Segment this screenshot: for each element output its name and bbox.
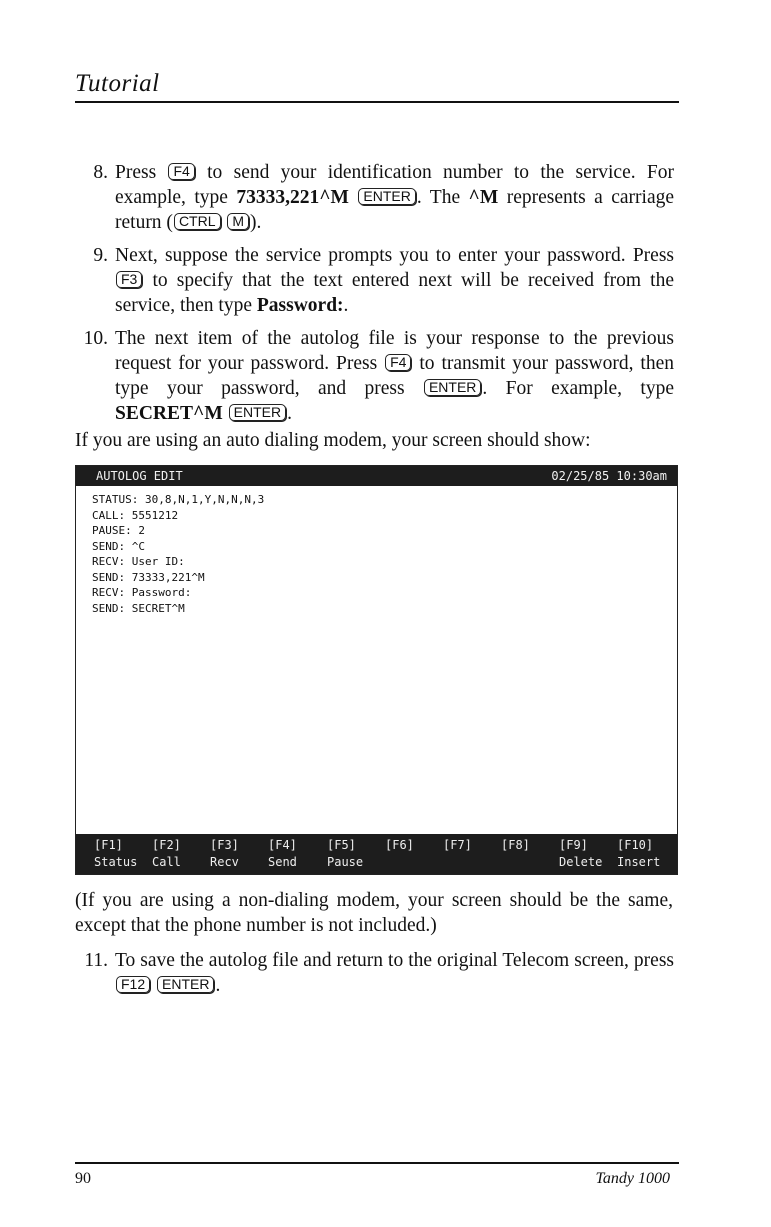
steps-list-2	[60, 948, 674, 1006]
fkey-f2[interactable]: [F2] Call	[152, 838, 181, 869]
autolog-line: RECV: User ID:	[92, 555, 185, 568]
key-f4: F4	[385, 354, 411, 371]
step-8	[60, 160, 674, 235]
autolog-line: STATUS: 30,8,N,1,Y,N,N,N,3	[92, 493, 265, 506]
key-enter: ENTER	[229, 404, 286, 421]
non-dialing-note: (If you are using a non-dialing modem, your screen should be the same, except that the phone number is not included.)	[75, 890, 673, 936]
key-f4: F4	[168, 163, 194, 180]
step-number: 10.	[83, 328, 108, 349]
fkey-f10[interactable]: [F10] Insert	[617, 838, 661, 869]
key-m: M	[227, 213, 249, 230]
key-f12: F12	[116, 976, 150, 993]
page-number: 90	[75, 1170, 91, 1187]
book-title: Tandy 1000	[595, 1170, 670, 1187]
key-ctrl: CTRL	[174, 213, 221, 230]
step-9	[60, 243, 674, 318]
key-enter: ENTER	[358, 188, 415, 205]
footer-rule	[75, 1162, 679, 1164]
fkey-f3[interactable]: [F3] Recv	[210, 838, 239, 869]
step-number: 11.	[84, 950, 108, 971]
autolog-content	[92, 492, 264, 616]
step-text: Next, suppose the service prompts you to enter your password. Press F3 to specify that the text entered next will be received from the service, then type Password:.	[115, 245, 674, 316]
autolog-line: SEND: SECRET^M	[92, 601, 185, 615]
step-number: 9.	[93, 245, 108, 266]
intro-line: If you are using an auto dialing modem, your screen should show:	[75, 430, 591, 451]
screen-title: AUTOLOG EDIT	[96, 469, 183, 483]
autolog-line: SEND: ^C	[92, 539, 145, 553]
autolog-screen	[75, 465, 678, 875]
step-11	[60, 948, 674, 998]
key-f3: F3	[116, 271, 142, 288]
key-enter: ENTER	[157, 976, 214, 993]
fkey-f1[interactable]: [F1] Status	[94, 838, 138, 869]
fkey-f4[interactable]: [F4] Send	[268, 838, 297, 869]
step-10	[60, 326, 674, 426]
screen-datetime: 02/25/85 10:30am	[551, 469, 667, 483]
key-enter: ENTER	[424, 379, 481, 396]
header-rule	[75, 101, 679, 103]
autolog-line: CALL: 5551212	[92, 508, 179, 522]
autolog-line: RECV: Password:	[92, 586, 192, 599]
function-key-bar	[76, 834, 677, 874]
steps-list	[60, 160, 674, 434]
autolog-line: SEND: 73333,221^M	[92, 570, 205, 584]
step-text: Press F4 to send your identification number to the service. For example, type 73333,221^M ENTER . The ^M represents a carriage return ( CTRL M ).	[115, 162, 675, 233]
fkey-f7[interactable]: [F7]	[443, 838, 472, 852]
step-text: The next item of the autolog file is your response to the previous request for your password. Press F4 to transmit your password, then type your password, and press ENTER . For example, type SECRET^M ENTER .	[115, 328, 674, 424]
screen-title-bar	[76, 466, 677, 486]
step-text: To save the autolog file and return to the original Telecom screen, press F12 ENTER .	[115, 950, 674, 996]
autolog-line: PAUSE: 2	[92, 524, 145, 537]
fkey-f9[interactable]: [F9] Delete	[559, 838, 603, 869]
step-number: 8.	[93, 162, 108, 183]
fkey-f8[interactable]: [F8]	[501, 838, 530, 852]
page-header-title: Tutorial	[75, 70, 160, 97]
fkey-f6[interactable]: [F6]	[385, 838, 414, 852]
fkey-f5[interactable]: [F5] Pause	[327, 838, 364, 869]
